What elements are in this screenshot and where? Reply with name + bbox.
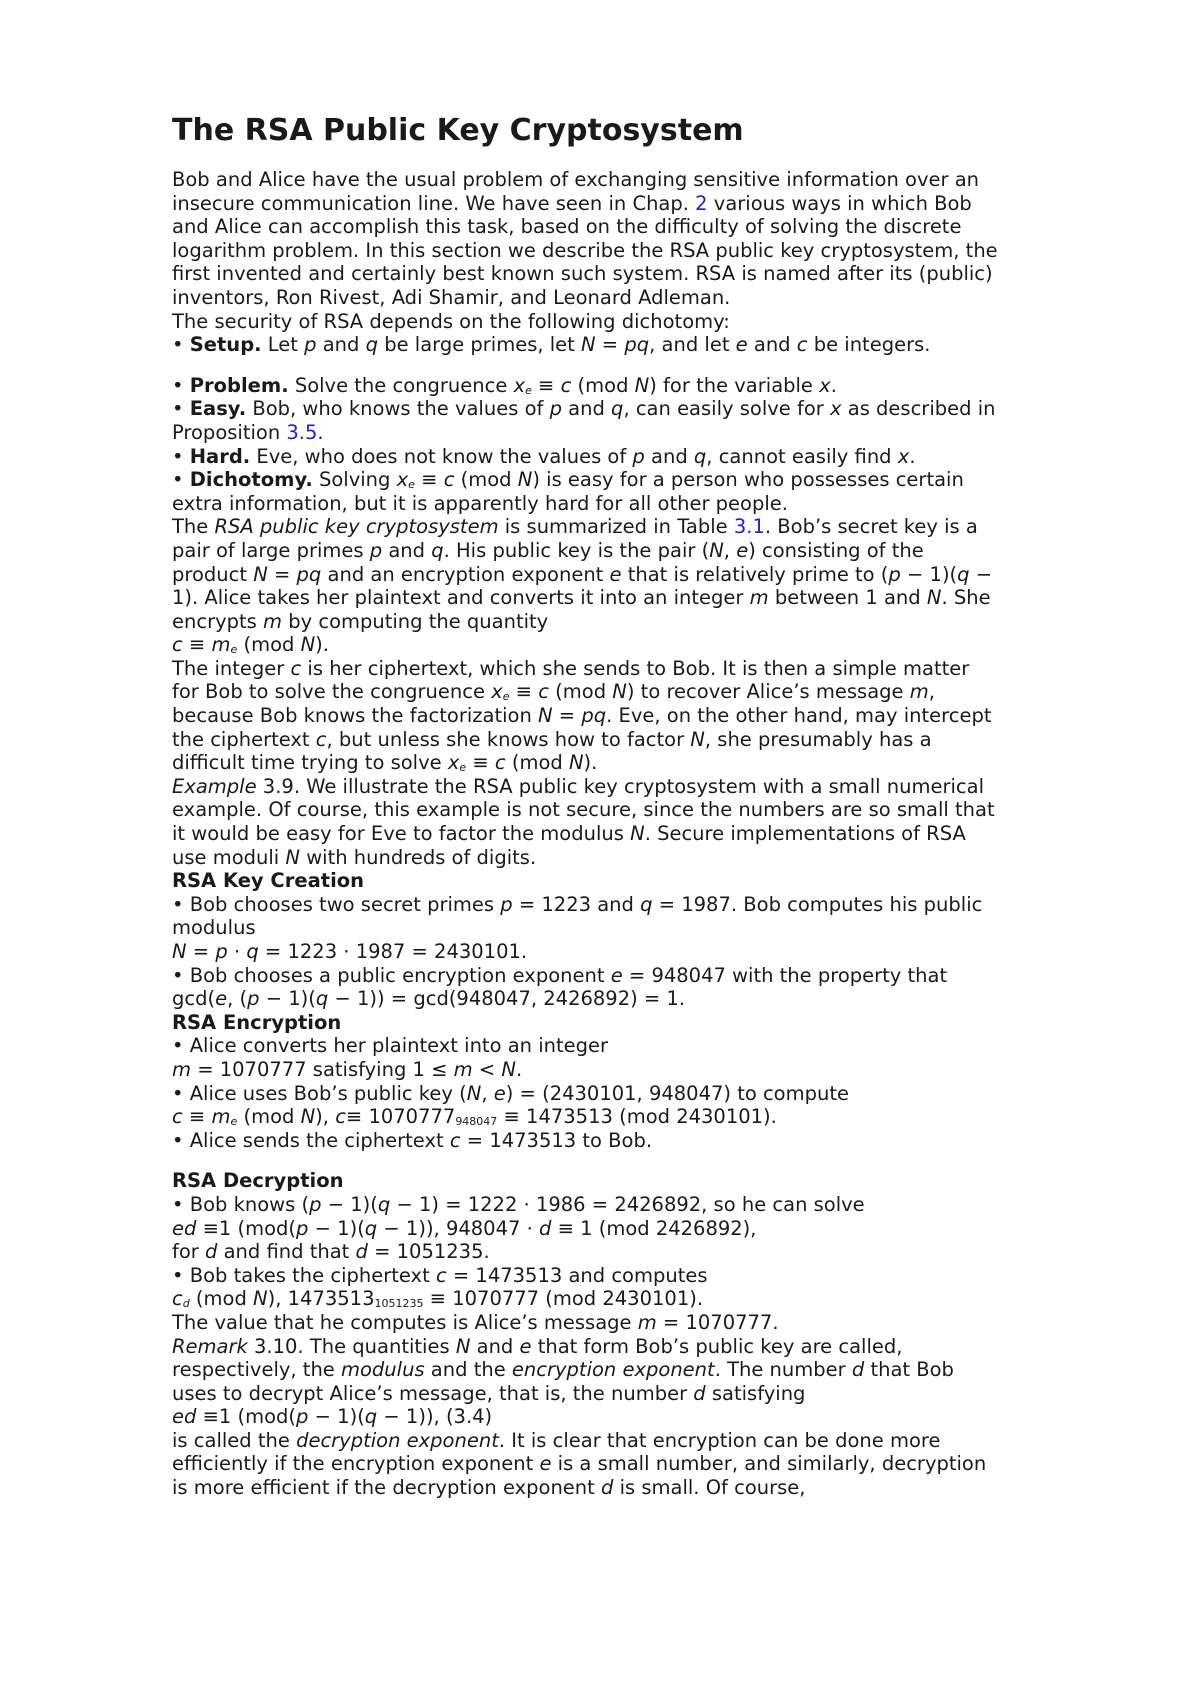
heading-key-creation: RSA Key Creation	[172, 869, 365, 893]
chapter-link[interactable]: 2	[695, 191, 708, 215]
decryption-result: The value that he computes is Alice’s message m = 1070777.	[172, 1310, 779, 1334]
bullet-setup: • Setup. Let p and q be large primes, let N = pq, and let e and c be integers.	[172, 333, 931, 357]
key-creation-bullet-1: • Bob chooses two secret primes p = 1223 and q = 1987. Bob computes his public modulus	[172, 892, 983, 940]
equation-3-4: ed ≡1 (mod(p − 1)(q − 1)), (3.4)	[172, 1405, 493, 1429]
summary-paragraph: The RSA public key cryptosystem is summarized in Table 3.1. Bob’s secret key is a pair of large primes p and q. His public key is the pair (N, e) consisting of the product N = pq and an encryption exponent e that is relatively prime to (p − 1)(q − 1). Alice takes her plaintext and converts it into an integer m between 1 and N. She encrypts m by computing the quantity	[172, 515, 993, 633]
decryption-equation-1: ed ≡1 (mod(p − 1)(q − 1)), 948047 · d ≡ 1 (mod 2426892),	[172, 1216, 757, 1240]
document-page	[172, 112, 1002, 1500]
remark-paragraph: Remark 3.10. The quantities N and e that form Bob’s public key are called, respectively, the modulus and the encryption exponent. The number d that Bob uses to decrypt Alice’s message, that is, the number d satisfying	[172, 1334, 954, 1405]
bullet-hard: • Hard. Eve, who does not know the values of p and q, cannot easily find x.	[172, 444, 916, 468]
bullet-easy: • Easy. Bob, who knows the values of p and q, can easily solve for x as described in Proposition 3.5.	[172, 397, 996, 444]
table-link[interactable]: 3.1	[733, 515, 765, 539]
closing-paragraph: is called the decryption exponent. It is clear that encryption can be done more efficiently if the encryption exponent e is a small number, and similarly, decryption is more efficient if the decryption exponent d is small. Of course,	[172, 1428, 987, 1500]
key-creation-bullet-2: • Bob chooses a public encryption exponent e = 948047 with the property that	[172, 963, 948, 987]
decryption-equation-1b: for d and find that d = 1051235.	[172, 1240, 490, 1264]
ciphertext-paragraph: The integer c is her ciphertext, which she sends to Bob. It is then a simple matter for Bob to solve the congruence $x_e \equiv c$ (mod N) to recover Alice’s message m, because Bob knows the factorization N = pq. Eve, on the other hand, may intercept the ciphertext c, but unless she knows how to factor N, she presumably has a difficult time trying to solve $x_e \equiv c$ (mod N).	[172, 656, 992, 775]
key-creation-equation-1: N = p · q = 1223 · 1987 = 2430101.	[172, 940, 528, 963]
encryption-equation-1: m = 1070777 satisfying 1 ≤ m < N.	[172, 1057, 523, 1081]
key-creation-equation-2: gcd(e, (p − 1)(q − 1)) = gcd(948047, 2426892) = 1.	[172, 987, 686, 1011]
decryption-equation-2: $c_d$ (mod N), $1473513_{1051235} \equiv 1070777$ (mod 2430101).	[172, 1287, 704, 1311]
encryption-bullet-2: • Alice uses Bob’s public key (N, e) = (2430101, 948047) to compute	[172, 1081, 849, 1105]
page-title: The RSA Public Key Cryptosystem	[172, 113, 744, 148]
encryption-bullet-1: • Alice converts her plaintext into an integer	[172, 1034, 609, 1058]
bullet-dichotomy: • Dichotomy. Solving $x_e \equiv c$ (mod N) is easy for a person who possesses certain extra information, but it is apparently hard for all other people.	[172, 468, 964, 515]
bullet-problem: • Problem. Solve the congruence $x_e \equiv c$ (mod N) for the variable x.	[172, 373, 837, 397]
dichotomy-intro: The security of RSA depends on the following dichotomy:	[172, 309, 730, 333]
encryption-equation-2: $c \equiv m_e$ (mod N), $c\equiv 1070777_{948047} \equiv 1473513$ (mod 2430101).	[172, 1105, 777, 1129]
equation-encrypt: $c \equiv m_e$ (mod N).	[172, 633, 329, 657]
decryption-bullet-2: • Bob takes the ciphertext c = 1473513 and computes	[172, 1263, 708, 1287]
heading-encryption: RSA Encryption	[172, 1010, 342, 1034]
heading-decryption: RSA Decryption	[172, 1169, 344, 1193]
example-paragraph: Example 3.9. We illustrate the RSA public key cryptosystem with a small numerical example. Of course, this example is not secure, since the numbers are so small that it would be easy for Eve to factor the modulus N. Secure implementations of RSA use moduli N with hundreds of digits.	[172, 774, 995, 869]
proposition-link[interactable]: 3.5	[286, 420, 318, 444]
encryption-bullet-3: • Alice sends the ciphertext c = 1473513 to Bob.	[172, 1128, 653, 1152]
decryption-bullet-1: • Bob knows (p − 1)(q − 1) = 1222 · 1986 = 2426892, so he can solve	[172, 1192, 865, 1216]
intro-paragraph: Bob and Alice have the usual problem of exchanging sensitive information over an insecure communication line. We have seen in Chap. 2 various ways in which Bob and Alice can accomplish this task, based on the difficulty of solving the discrete logarithm problem. In this section we describe the RSA public key cryptosystem, the first invented and certainly best known such system. RSA is named after its (public) inventors, Ron Rivest, Adi Shamir, and Leonard Adleman.	[172, 168, 998, 309]
